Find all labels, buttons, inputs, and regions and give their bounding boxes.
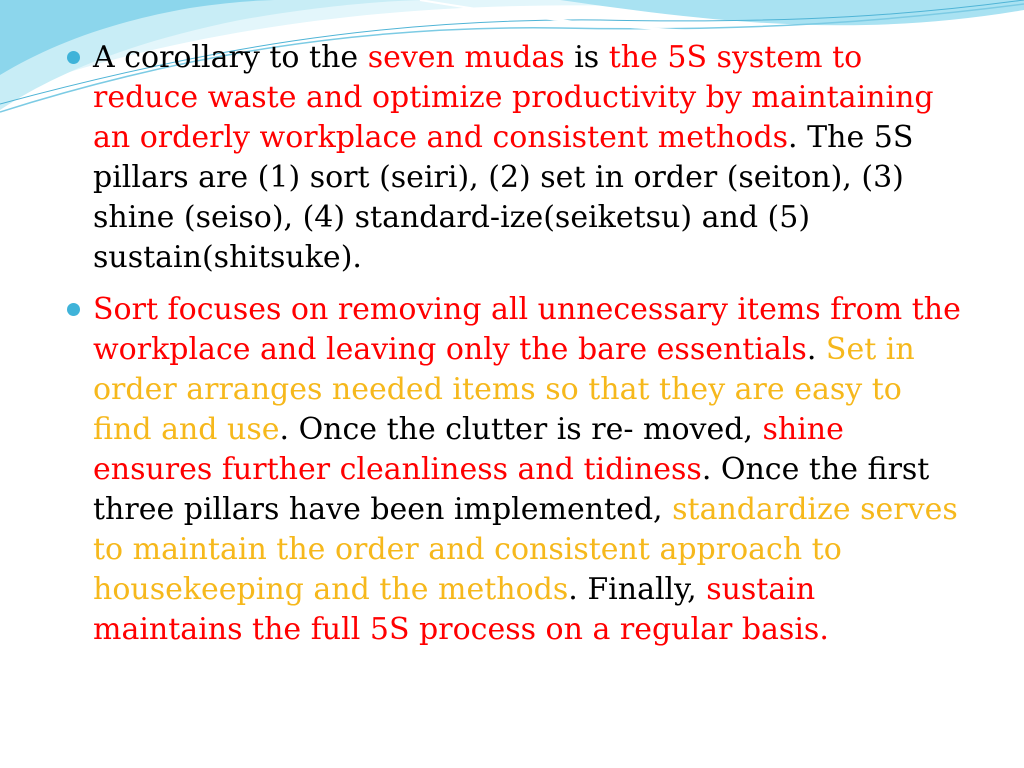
bullet-text (93, 292, 961, 647)
text-segment-red: sustain maintains the full 5S process on a regular basis. (93, 572, 829, 647)
bullet-item-5s-pillars (64, 290, 964, 650)
text-segment-gold: standardize serves to maintain the order and consistent approach to housekeeping and the methods (93, 492, 958, 607)
slide-body (64, 38, 964, 662)
bullet-dot-icon (67, 51, 80, 64)
text-segment-black: . Once the first three pillars have been implemented, (93, 452, 930, 527)
bullet-dot-icon (67, 303, 80, 316)
text-segment-red: Sort focuses on removing all unnecessary items from the workplace and leaving only the bare essentials (93, 292, 961, 367)
text-segment-red: seven mudas (367, 40, 565, 75)
text-segment-black: . (806, 332, 826, 367)
text-segment-black: . The 5S pillars are (1) sort (seiri), (2) set in order (seiton), (3) shine (seiso), (4) standard-ize(seiketsu) and (5) sustain(shitsuke). (93, 120, 914, 275)
bullet-text (93, 40, 934, 275)
bullet-item-5s-intro (64, 38, 964, 278)
text-segment-black: A corollary to the (93, 40, 368, 75)
text-segment-black: is (564, 40, 609, 75)
text-segment-black: . Finally, (568, 572, 707, 607)
text-segment-gold: Set in order arranges needed items so that they are easy to find and use (93, 332, 915, 447)
text-segment-red: shine ensures further cleanliness and tidiness (93, 412, 844, 487)
text-segment-black: . Once the clutter is re- moved, (279, 412, 763, 447)
text-segment-red: the 5S system to reduce waste and optimize productivity by maintaining an orderly workplace and consistent methods (93, 40, 934, 155)
